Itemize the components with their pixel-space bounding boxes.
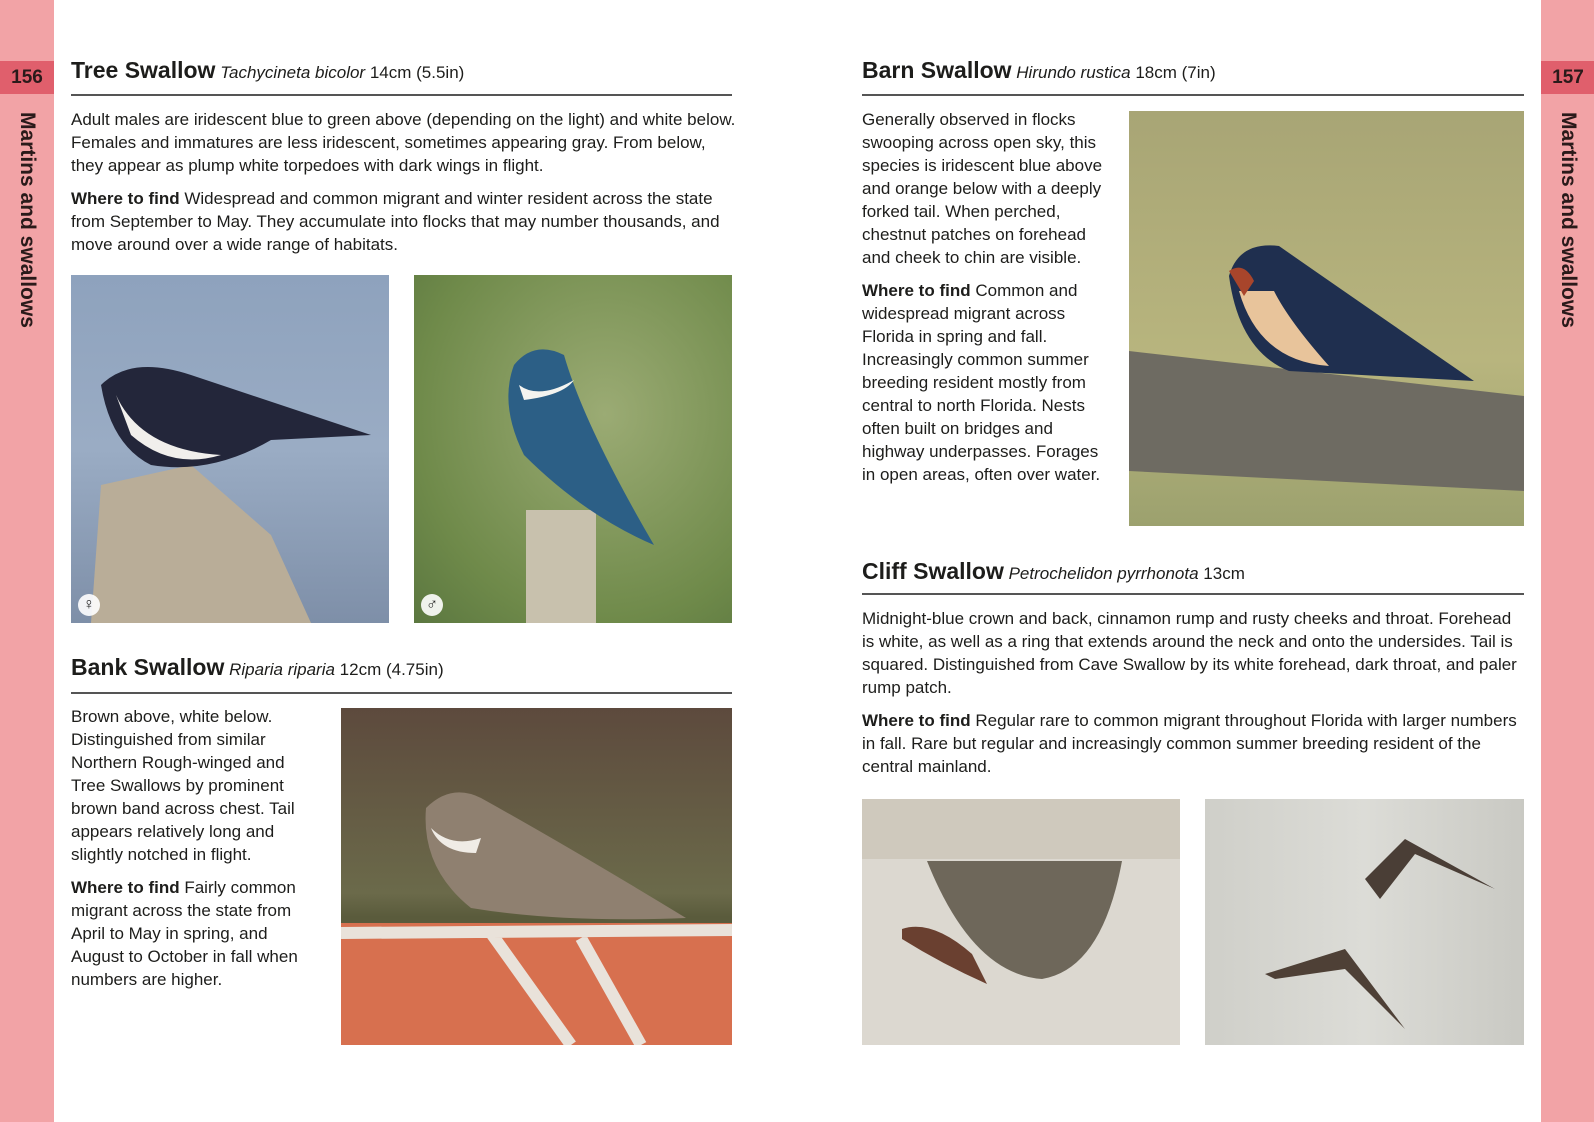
species-name: Barn Swallow [862, 57, 1012, 83]
section-label: Martins and swallows [16, 112, 39, 328]
species-size: 13cm [1203, 564, 1245, 583]
heading-rule [862, 593, 1524, 595]
tree-swallow-female-photo [71, 275, 389, 623]
heading-rule [862, 94, 1524, 96]
page-number: 156 [0, 61, 54, 94]
species-size: 14cm (5.5in) [369, 63, 465, 82]
scientific-name: Petrochelidon pyrrhonota [1008, 564, 1199, 583]
where-to-find: Where to find Regular rare to common migrant throughout Florida with larger numbers in fall. Rare but regular and increasingly common summer breeding resident of the central mainland. [862, 711, 1517, 776]
section-label: Martins and swallows [1557, 112, 1580, 328]
species-heading-bank-swallow [71, 654, 444, 681]
male-symbol-icon: ♂ [421, 594, 443, 616]
tree-swallow-male-photo [414, 275, 732, 623]
female-symbol-icon: ♀ [78, 594, 100, 616]
cliff-swallow-nest-photo [862, 799, 1180, 1045]
species-size: 12cm (4.75in) [339, 660, 444, 679]
where-to-find: Where to find Common and widespread migrant across Florida in spring and fall. Increasingly common summer breeding resident mostly from central to north Florida. Nests often built on bridges and highway underpasses. Forages in open areas, often over water. [862, 281, 1101, 484]
bank-swallow-text [71, 705, 321, 1001]
where-to-find: Where to find Widespread and common migrant and winter resident across the state from September to May. They accumulate into flocks that may number thousands, and move around over a wide range of habitats. [71, 189, 720, 254]
left-edge-strip [0, 0, 54, 1122]
description: Generally observed in flocks swooping across open sky, this species is iridescent blue above and orange below with a deeply forked tail. When perched, chestnut patches on forehead and cheek to chin are visible. [862, 110, 1103, 267]
description: Adult males are iridescent blue to green above (depending on the light) and white below. Females and immatures are less iridescent, sometimes appearing gray. From below, they appear as plump white torpedoes with dark wings in flight. [71, 110, 736, 175]
description: Brown above, white below. Distinguished from similar Northern Rough-winged and Tree Swallows by prominent brown band across chest. Tail appears relatively long and slightly notched in flight. [71, 707, 295, 864]
scientific-name: Tachycineta bicolor [220, 63, 366, 82]
species-name: Tree Swallow [71, 57, 216, 83]
scientific-name: Hirundo rustica [1016, 63, 1131, 82]
species-name: Cliff Swallow [862, 558, 1004, 584]
heading-rule [71, 692, 732, 694]
species-heading-tree-swallow [71, 57, 464, 84]
species-heading-barn-swallow [862, 57, 1216, 84]
scientific-name: Riparia riparia [229, 660, 335, 679]
barn-swallow-photo [1129, 111, 1524, 526]
where-to-find: Where to find Fairly common migrant across the state from April to May in spring, and August to October in fall when numbers are higher. [71, 878, 298, 989]
species-heading-cliff-swallow [862, 558, 1245, 585]
barn-swallow-text [862, 108, 1110, 496]
right-edge-strip [1541, 0, 1594, 1122]
bank-swallow-photo [341, 708, 732, 1045]
species-name: Bank Swallow [71, 654, 225, 680]
heading-rule [71, 94, 732, 96]
species-size: 18cm (7in) [1135, 63, 1216, 82]
cliff-swallows-flight-photo [1205, 799, 1524, 1045]
cliff-swallow-text [862, 607, 1524, 788]
page-number: 157 [1541, 61, 1594, 94]
tree-swallow-text [71, 108, 736, 266]
description: Midnight-blue crown and back, cinnamon rump and rusty cheeks and throat. Forehead is white, as well as a ring that extends around the neck and onto the undersides. Tail is squared. Distinguished from Cave Swallow by its white forehead, dark throat, and paler rump patch. [862, 609, 1517, 697]
